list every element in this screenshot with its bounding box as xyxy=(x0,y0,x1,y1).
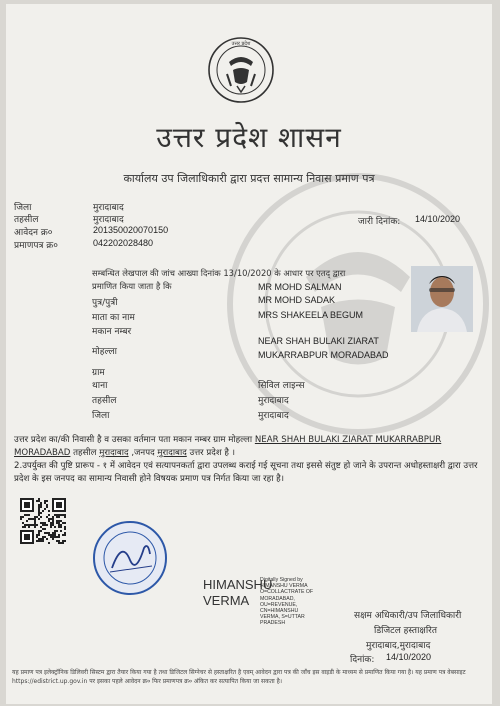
qr-code xyxy=(20,498,66,544)
designation-line-3: मुरादाबाद,मुरादाबाद xyxy=(366,641,431,651)
mohalla-label: मोहल्ला xyxy=(92,347,117,357)
designation-line-1: सक्षम अधिकारी/उप जिलाधिकारी xyxy=(354,611,462,621)
digital-signature-note: Digitally Signed by HIMANSHU VERMA O=COLLACTRATE OF MORADABAD, OU=REVENUE, CN=HIMANSHU VERMA, S=UTTAR PRADESH xyxy=(260,577,314,627)
body-p2: 2.उपर्युक्त की पुष्टि प्रारूप - १ में आवेदन एवं सत्यापनकर्ता द्वारा उपलब्ध कराई गई सूचना तथा इससे संतुष्ट हो जाने के उपरान्त अधोहस्ताक्षरी द्वारा उत्तर प्रदेश के इस जनपद का सामान्य निवासी होने विषयक प्रमाण पत्र निर्गत किया जा रहा है। xyxy=(14,461,478,484)
issue-date-label: जारी दिनांक: xyxy=(358,217,401,227)
intro-line-2: प्रमाणित किया जाता है कि xyxy=(92,281,172,291)
thana-value: सिविल लाइन्स xyxy=(258,381,305,391)
body-p1-b: तहसील xyxy=(73,448,97,458)
certificate-subtitle: कार्यालय उप जिलाधिकारी द्वारा प्रदत्त सामान्य निवास प्रमाण पत्र xyxy=(123,172,375,185)
body-p1-c: ,जनपद xyxy=(131,448,155,458)
applicant-name: MR MOHD SALMAN xyxy=(258,282,342,292)
applicant-photo xyxy=(411,266,473,332)
house-no-label: मकान नम्बर xyxy=(92,327,132,337)
official-seal xyxy=(92,520,168,596)
mohalla-line-2: MUKARRABPUR MORADABAD xyxy=(258,350,389,360)
district-value: मुरादाबाद xyxy=(93,203,124,213)
body-p1-tehsil: मुरादाबाद xyxy=(99,448,129,458)
svg-text:उत्तर प्रदेश: उत्तर प्रदेश xyxy=(231,41,251,47)
father-label: पुत्र/पुत्री xyxy=(92,298,118,308)
thana-label: थाना xyxy=(92,381,108,391)
father-name: MR MOHD SADAK xyxy=(258,295,336,305)
detail-district-value: मुरादाबाद xyxy=(258,411,289,421)
sign-date-value: 14/10/2020 xyxy=(386,652,432,662)
detail-tehsil-value: मुरादाबाद xyxy=(258,396,289,406)
body-p1-district: मुरादाबाद xyxy=(157,448,187,458)
issue-date-value: 14/10/2020 xyxy=(415,214,461,224)
certificate-no-label: प्रमाणपत्र क्र० xyxy=(14,241,58,251)
detail-tehsil-label: तहसील xyxy=(92,396,117,406)
village-label: ग्राम xyxy=(92,368,105,378)
certificate-no-value: 042202028480 xyxy=(93,238,154,248)
detail-district-label: जिला xyxy=(92,411,110,421)
mother-label: माता का नाम xyxy=(92,313,135,323)
signer-name: HIMANSHU VERMA xyxy=(203,577,273,608)
body-p1-address: NEAR SHAH BULAKI ZIARAT MUKARRABPUR MORADABAD xyxy=(14,435,442,458)
tehsil-value: मुरादाबाद xyxy=(93,215,124,225)
body-p1-d: उत्तर प्रदेश है । xyxy=(189,448,235,458)
certificate-page xyxy=(6,4,492,704)
footer-note: यह प्रमाण पत्र इलेक्ट्रॉनिक डिलिवरी सिस्टम द्वारा तैयार किया गया है तथा डिजिटल सिग्नेचर से हस्ताक्षरित है एवम् आवेदन द्वारा पत्र की जाँच इस वाइडी के माध्यम से प्रमाणित किया गया है। यह प्रमाण पत्र वेबसाइट https://edistrict.up.gov.in पर इसका पहले आवेदन क्र० फिर प्रमाणपत्र क्र० अंकित कर सत्यापित किया जा सकता है। xyxy=(12,669,466,685)
mother-name: MRS SHAKEELA BEGUM xyxy=(258,310,364,320)
application-no-value: 201350020070150 xyxy=(93,225,169,235)
body-p1-a: उत्तर प्रदेश का/की निवासी है व उसका वर्तमान पता मकान नम्बर ग्राम मोहल्ला xyxy=(14,435,253,445)
body-paragraph xyxy=(14,434,484,486)
district-label: जिला xyxy=(14,203,32,213)
up-govt-emblem xyxy=(207,36,275,104)
tehsil-label: तहसील xyxy=(14,215,39,225)
designation-line-2: डिजिटल हस्ताक्षरित xyxy=(374,626,437,636)
intro-line-1: सम्बन्धित लेखपाल की जांच आख्या दिनांक 13/10/2020 के आधार पर एतद् द्वारा xyxy=(92,268,346,278)
application-no-label: आवेदन क्र० xyxy=(14,228,53,238)
sign-date-label: दिनांक: xyxy=(350,655,375,665)
main-title: उत्तर प्रदेश शासन xyxy=(156,121,342,154)
mohalla-line-1: NEAR SHAH BULAKI ZIARAT xyxy=(258,336,379,346)
